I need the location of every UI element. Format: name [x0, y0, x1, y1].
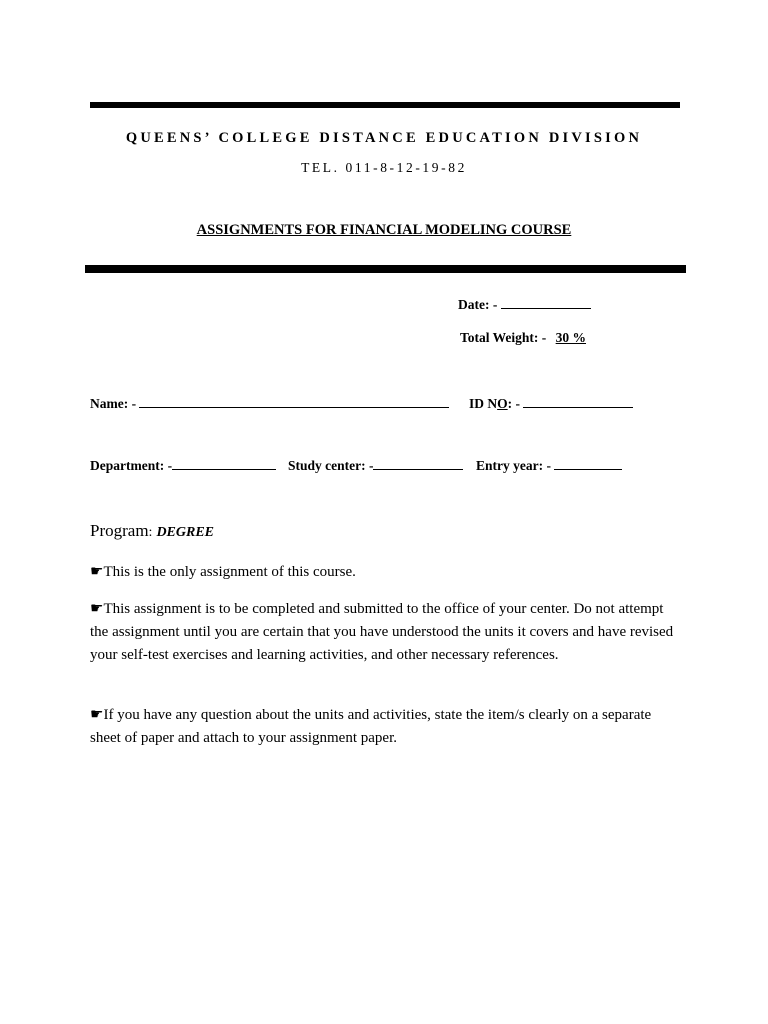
- assignment-title: ASSIGNMENTS FOR FINANCIAL MODELING COURSE: [196, 222, 572, 238]
- program-value: DEGREE: [156, 525, 215, 540]
- date-field: [458, 296, 591, 313]
- study-center-field: [288, 457, 463, 474]
- middle-rule: [85, 265, 686, 273]
- id-label-prefix: ID N: [469, 396, 498, 411]
- id-label-o: O: [497, 396, 508, 411]
- top-rule: [90, 102, 680, 108]
- name-blank: [139, 395, 449, 408]
- total-weight-value: 30 %: [555, 330, 587, 345]
- college-telephone: TEL. 011-8-12-19-82: [301, 160, 467, 175]
- instruction-paragraph: ☛This is the only assignment of this course.: [90, 564, 356, 580]
- college-name: QUEENS’ COLLEGE DISTANCE EDUCATION DIVISION: [125, 130, 643, 146]
- id-label-suffix: : -: [507, 396, 521, 411]
- date-label: Date: -: [458, 297, 498, 312]
- program-line: [90, 521, 214, 541]
- department-blank: [172, 457, 276, 470]
- date-blank: [501, 296, 591, 309]
- department-field: [90, 457, 276, 474]
- entry-year-blank: [554, 457, 622, 470]
- entry-year-label: Entry year: -: [476, 458, 551, 473]
- id-label: [469, 396, 520, 411]
- total-weight-field: [460, 330, 586, 346]
- program-separator: :: [148, 525, 153, 540]
- total-weight-label: Total Weight: -: [460, 330, 547, 345]
- program-label: Program: [90, 521, 149, 540]
- entry-year-field: [476, 457, 622, 474]
- name-field: [90, 395, 449, 412]
- instruction-paragraph: ☛This assignment is to be completed and submitted to the office of your center. Do not attempt the assignment until you are certain that you have understood the units it covers and have revised your self-test exercises and learning activities, and other necessary references.: [90, 601, 674, 663]
- department-label: Department: -: [90, 458, 173, 473]
- study-center-blank: [373, 457, 463, 470]
- name-label: Name: -: [90, 396, 137, 411]
- study-center-label: Study center: -: [288, 458, 374, 473]
- instruction-paragraph: ☛If you have any question about the units and activities, state the item/s clearly on a separate sheet of paper and attach to your assignment paper.: [90, 707, 652, 746]
- id-blank: [523, 395, 633, 408]
- id-number-field: [469, 395, 633, 412]
